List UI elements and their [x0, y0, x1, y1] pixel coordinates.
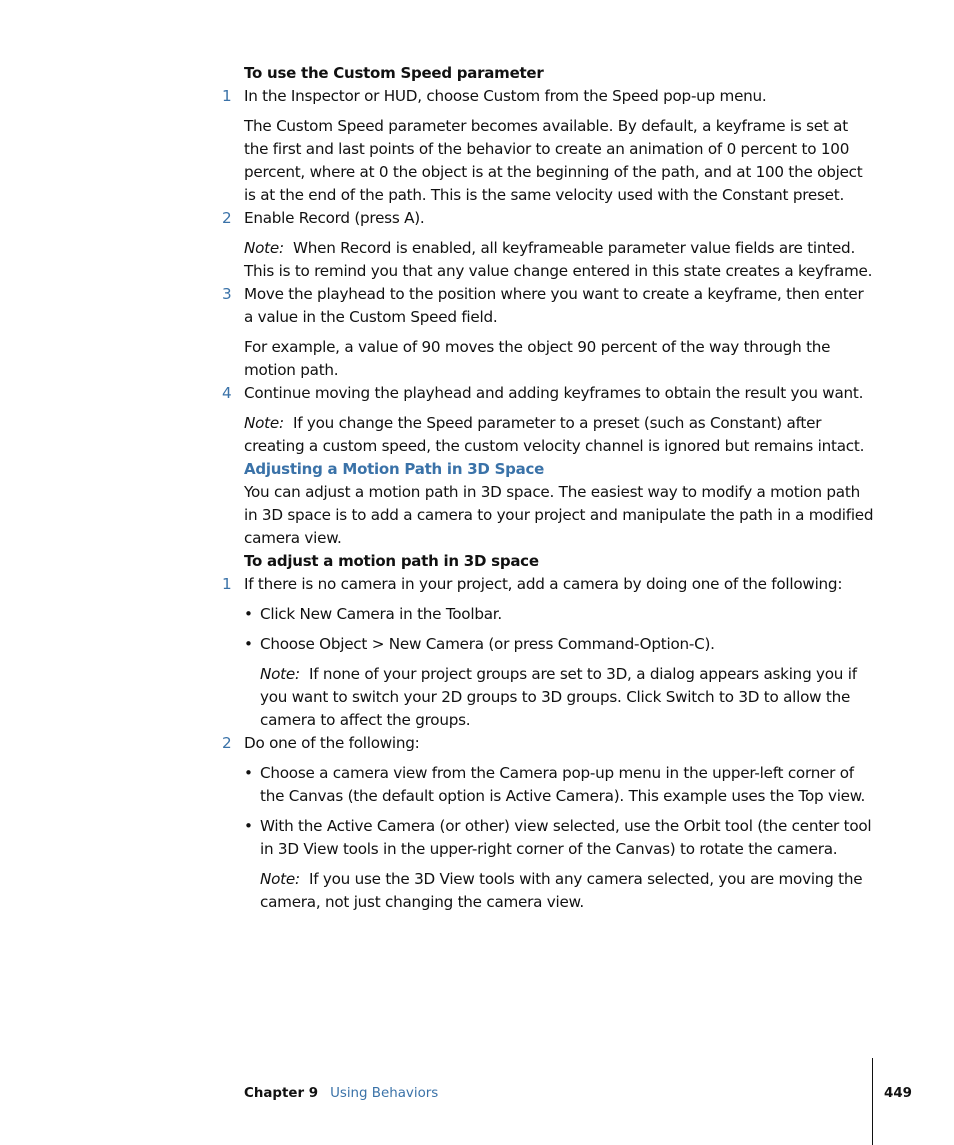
task-heading-custom-speed: To use the Custom Speed parameter	[244, 64, 544, 82]
footer-divider	[872, 1058, 873, 1145]
bullet-text: Choose Object > New Camera (or press Command-Option-C).	[260, 635, 715, 653]
note-label: Note:	[244, 414, 284, 432]
bullet-item	[244, 603, 874, 626]
page-number: 449	[884, 1086, 912, 1101]
bullet-mark: •	[244, 635, 253, 653]
footer-chapter-title: Using Behaviors	[330, 1086, 439, 1101]
step-2	[222, 732, 874, 755]
note-label: Note:	[260, 665, 300, 683]
step-4	[222, 382, 874, 405]
step-1	[222, 85, 874, 108]
bullet-mark: •	[244, 817, 253, 835]
task-heading-adjust-path: To adjust a motion path in 3D space	[244, 552, 539, 570]
note-text: If none of your project groups are set to 3D, a dialog appears asking you if you want to switch your 2D groups to 3D groups. Click Switch to 3D to allow the camera to affect the groups.	[260, 665, 857, 729]
footer-chapter: Chapter 9	[244, 1086, 319, 1101]
paragraph: For example, a value of 90 moves the object 90 percent of the way through the motion path.	[244, 338, 831, 379]
section-heading: Adjusting a Motion Path in 3D Space	[244, 460, 545, 478]
bullet-mark: •	[244, 764, 253, 782]
bullet-item	[244, 762, 874, 808]
step-text: Move the playhead to the position where you want to create a keyframe, then enter a value in the Custom Speed field.	[244, 285, 864, 326]
note	[244, 868, 874, 914]
step-1	[222, 573, 874, 596]
step-number: 2	[222, 734, 232, 752]
page-content	[222, 62, 874, 914]
note-text: When Record is enabled, all keyframeable parameter value fields are tinted. This is to remind you that any value change entered in this state creates a keyframe.	[244, 239, 873, 280]
step-text: In the Inspector or HUD, choose Custom from the Speed pop-up menu.	[244, 87, 767, 105]
step-2	[222, 207, 874, 230]
note	[244, 412, 874, 458]
bullet-text: Choose a camera view from the Camera pop-up menu in the upper-left corner of the Canvas (the default option is Active Camera). This example uses the Top view.	[260, 764, 866, 805]
section-intro: You can adjust a motion path in 3D space. The easiest way to modify a motion path in 3D space is to add a camera to your project and manipulate the path in a modified camera view.	[244, 483, 874, 547]
bullet-item	[244, 815, 874, 861]
step-text: Continue moving the playhead and adding keyframes to obtain the result you want.	[244, 384, 864, 402]
step-number: 2	[222, 209, 232, 227]
step-number: 4	[222, 384, 232, 402]
note-text: If you change the Speed parameter to a preset (such as Constant) after creating a custom speed, the custom velocity channel is ignored but remains intact.	[244, 414, 865, 455]
step-text: If there is no camera in your project, add a camera by doing one of the following:	[244, 575, 843, 593]
note	[244, 663, 874, 732]
step-text: Do one of the following:	[244, 734, 420, 752]
note-label: Note:	[244, 239, 284, 257]
bullet-mark: •	[244, 605, 253, 623]
bullet-text: Click New Camera in the Toolbar.	[260, 605, 502, 623]
page-footer	[244, 1084, 438, 1104]
step-3	[222, 283, 874, 329]
note	[244, 237, 874, 283]
note-label: Note:	[260, 870, 300, 888]
bullet-item	[244, 633, 874, 656]
step-text: Enable Record (press A).	[244, 209, 425, 227]
step-number: 1	[222, 575, 232, 593]
bullet-text: With the Active Camera (or other) view selected, use the Orbit tool (the center tool in 3D View tools in the upper-right corner of the Canvas) to rotate the camera.	[260, 817, 872, 858]
paragraph: The Custom Speed parameter becomes available. By default, a keyframe is set at the first and last points of the behavior to create an animation of 0 percent to 100 percent, where at 0 the object is at the beginning of the path, and at 100 the object is at the end of the path. This is the same velocity used with the Constant preset.	[244, 117, 863, 204]
step-number: 3	[222, 285, 232, 303]
note-text: If you use the 3D View tools with any camera selected, you are moving the camera, not just changing the camera view.	[260, 870, 863, 911]
step-number: 1	[222, 87, 232, 105]
